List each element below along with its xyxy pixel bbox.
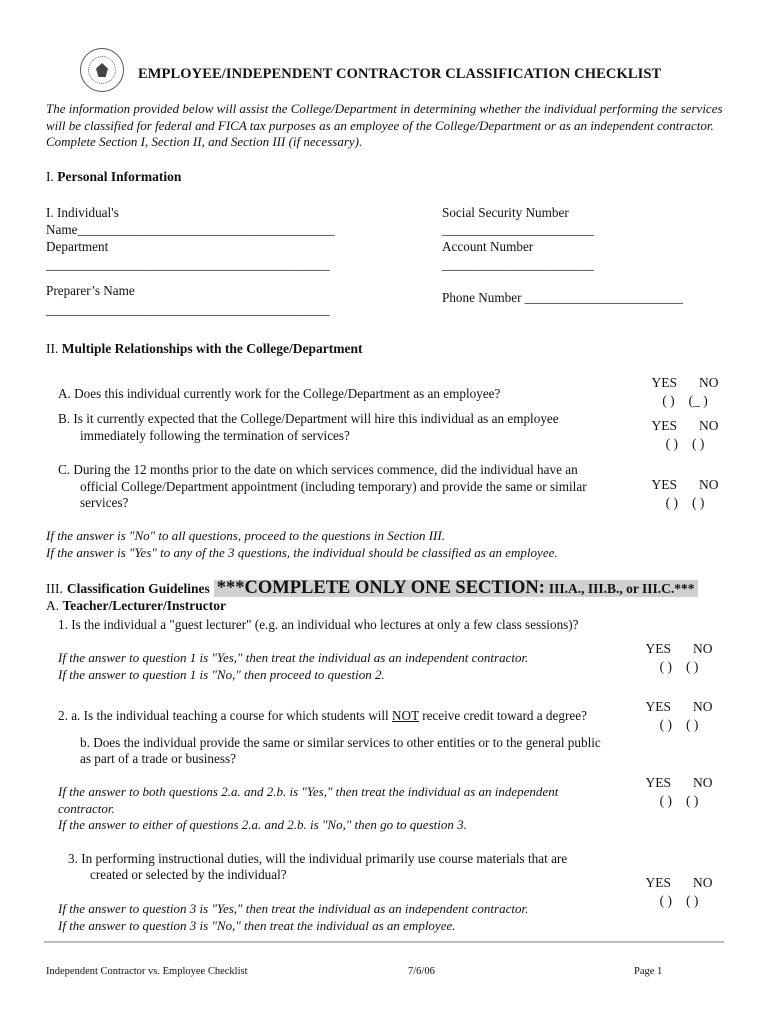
footer-page-number: Page 1 [634,966,663,977]
preparer-name-field[interactable]: ___________________________________________ [46,302,330,317]
account-field[interactable]: _______________________ [442,257,594,272]
section-3-title: Classification Guidelines [66,581,210,596]
yes-label: YES [651,375,677,390]
question-2b-line2: immediately following the termination of services? [80,428,350,443]
section-2-note-no: If the answer is "No" to all questions, proceed to the questions in Section III. [46,528,445,543]
yes-label: YES [645,875,671,890]
yes-label: YES [651,418,677,433]
department-label: Department [46,239,109,254]
yes-no-3a-3[interactable] [634,874,724,910]
yes-no-3a-2[interactable] [634,774,724,810]
document-title: EMPLOYEE/INDEPENDENT CONTRACTOR CLASSIFICATION CHECKLIST [138,66,662,82]
q3-yes-instruction: If the answer to question 3 is "Yes," then treat the individual as an independent contractor. [58,901,529,916]
no-checkbox[interactable]: ( ) [686,793,699,808]
yes-no-2a[interactable] [640,374,730,410]
phone-number-field[interactable]: Phone Number ________________________ [442,290,684,305]
yes-label: YES [645,641,671,656]
no-label: NO [693,699,713,714]
ssn-field[interactable]: _______________________ [442,222,594,237]
subsection-a-heading: A. Teacher/Lecturer/Instructor [46,598,226,613]
yes-no-2c[interactable] [640,476,730,512]
no-checkbox[interactable]: ( ) [686,659,699,674]
no-checkbox[interactable]: ( ) [692,436,705,451]
yes-label: YES [651,477,677,492]
individual-label: I. Individual's [46,205,119,220]
no-checkbox[interactable]: ( ) [686,717,699,732]
footer-left: Independent Contractor vs. Employee Checklist [46,966,248,977]
no-label: NO [693,641,713,656]
question-3a-2a: 2. a. Is the individual teaching a course for which students will NOT receive credit toward a degree? [58,708,587,723]
no-label: NO [693,875,713,890]
yes-label: YES [645,699,671,714]
q3-no-instruction: If the answer to question 3 is "No," then treat the individual as an employee. [58,918,456,933]
yes-label: YES [645,775,671,790]
no-checkbox[interactable]: (_ ) [688,393,708,408]
question-2b-line1: B. Is it currently expected that the College/Department will hire this individual as an employee [58,411,559,426]
section-3-heading [46,578,698,599]
question-3a-2b-line1: b. Does the individual provide the same or similar services to other entities or to the general public [80,735,601,750]
yes-no-3a-1[interactable] [634,640,724,676]
yes-no-3a-2a[interactable] [634,698,724,734]
college-seal-logo [80,48,124,92]
no-checkbox[interactable]: ( ) [686,893,699,908]
question-3a-3-line1: 3. In performing instructional duties, will the individual primarily use course materials that are [68,851,568,866]
section-3-number: III. [46,581,63,596]
section-1-heading [46,169,181,185]
question-2c-line1: C. During the 12 months prior to the date on which services commence, did the individual have an [58,462,578,477]
footer-divider [44,941,724,943]
q1-no-instruction: If the answer to question 1 is "No," then proceed to question 2. [58,667,385,682]
no-checkbox[interactable]: ( ) [692,495,705,510]
section-2-title: Multiple Relationships with the College/Department [61,341,363,356]
footer-date: 7/6/06 [408,966,435,977]
question-2c-line2: official College/Department appointment (including temporary) and provide the same or similar [80,479,587,494]
q1-yes-instruction: If the answer to question 1 is "Yes," then treat the individual as an independent contractor. [58,650,529,665]
question-3a-1: 1. Is the individual a "guest lecturer" (e.g. an individual who lectures at only a few class sessions)? [58,617,579,632]
yes-checkbox[interactable]: ( ) [659,793,672,808]
preparer-label: Preparer’s Name [46,283,135,298]
q2-no-instruction: If the answer to either of questions 2.a. and 2.b. is "No," then go to question 3. [58,817,467,832]
section-2-note-yes: If the answer is "Yes" to any of the 3 questions, the individual should be classified as an employee. [46,545,558,560]
q2-yes-instruction-line1: If the answer to both questions 2.a. and 2.b. is "Yes," then treat the individual as an independent [58,784,559,799]
yes-checkbox[interactable]: ( ) [659,659,672,674]
question-3a-2b-line2: as part of a trade or business? [80,751,236,766]
subsection-a-title: Teacher/Lecturer/Instructor [62,598,226,613]
account-label: Account Number [442,239,534,254]
no-label: NO [693,775,713,790]
yes-no-2b[interactable] [640,417,730,453]
no-label: NO [699,477,719,492]
question-3a-3-line2: created or selected by the individual? [90,867,287,882]
complete-one-section-banner: ***COMPLETE ONLY ONE SECTION: III.A., III.B., or III.C.*** [214,580,698,597]
no-label: NO [699,418,719,433]
yes-checkbox[interactable]: ( ) [659,717,672,732]
individual-name-field[interactable]: Name_______________________________________ [46,222,335,237]
section-1-title: Personal Information [57,169,182,184]
no-label: NO [699,375,719,390]
question-2c-line3: services? [80,495,129,510]
q2-yes-instruction-line2: contractor. [58,801,115,816]
yes-checkbox[interactable]: ( ) [659,893,672,908]
section-2-number: II. [46,341,59,356]
ssn-label: Social Security Number [442,205,569,220]
intro-paragraph: The information provided below will assist the College/Department in determining whether the individual performing the services will be classified for federal and FICA tax purposes as an employee of the College/Department or as an independent contractor. Complete Section I, Section II, and Section III (if necessary). [46,101,723,149]
section-2-heading [46,341,362,357]
yes-checkbox[interactable]: ( ) [665,436,678,451]
yes-checkbox[interactable]: ( ) [665,495,678,510]
question-2a: A. Does this individual currently work for the College/Department as an employee? [58,386,501,401]
section-1-number: I. [46,169,54,184]
department-field[interactable]: ___________________________________________ [46,257,330,272]
yes-checkbox[interactable]: ( ) [662,393,675,408]
